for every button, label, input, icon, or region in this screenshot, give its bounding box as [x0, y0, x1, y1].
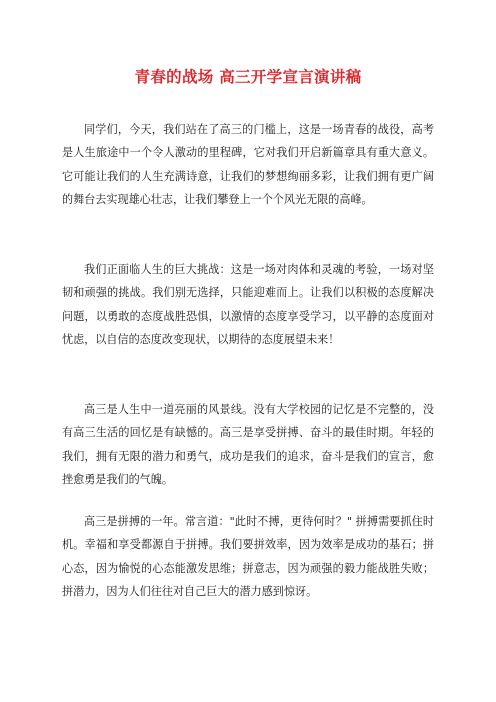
paragraph-1: 同学们，今天，我们站在了高三的门槛上，这是一场青春的战役，高考是人生旅途中一个令人激动的里程碑，它对我们开启新篇章具有重大意义。它可能让我们的人生充满诗意，让我们的梦想绚丽多彩，让我们拥有更广阔的舞台去实现雄心壮志，让我们攀登上一个个风光无限的高峰。 [62, 123, 434, 207]
paragraph-4: 高三是拼搏的一年。常言道："此时不搏，更待何时？" 拼搏需要抓住时机。幸福和享受都源自于拼搏。我们要拼效率，因为效率是成功的基石；拼心态，因为愉悦的心态能激发思维；拼意志，因为顽强的毅力能战胜失败；拼潜力，因为人们往往对自己巨大的潜力感到惊讶。 [62, 515, 434, 599]
document-title: 青春的战场 高三开学宣言演讲稿 [134, 67, 362, 86]
paragraph-3: 高三是人生中一道亮丽的风景线。没有大学校园的记忆是不完整的，没有高三生活的回忆是有缺憾的。高三是享受拼搏、奋斗的最佳时期。年轻的我们，拥有无限的潜力和勇气，成功是我们的追求，奋斗是我们的宣言，愈挫愈勇是我们的气魄。 [62, 403, 434, 487]
paragraph-2: 我们正面临人生的巨大挑战：这是一场对肉体和灵魂的考验，一场对坚韧和顽强的挑战。我们别无选择，只能迎难而上。让我们以积极的态度解决问题，以勇敢的态度战胜恐惧，以激情的态度享受学习，以平静的态度面对忧虑，以自信的态度改变现状，以期待的态度展望未来！ [62, 263, 434, 347]
